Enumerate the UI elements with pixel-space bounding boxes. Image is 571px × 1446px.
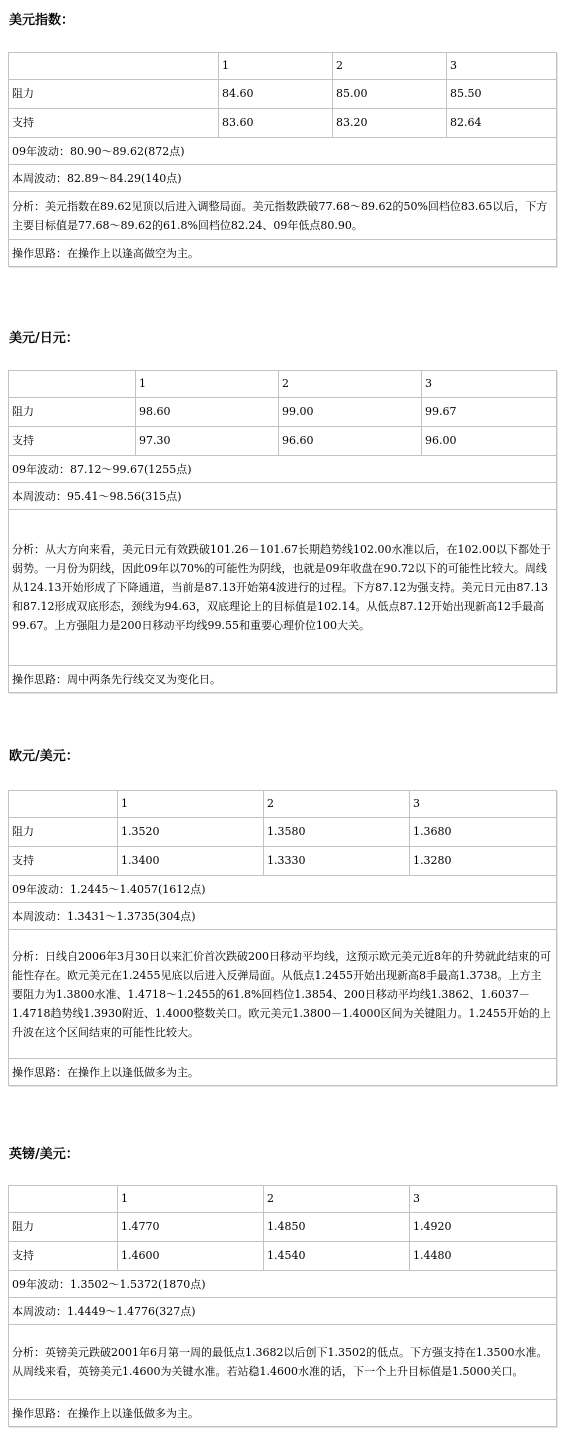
range-09: 09年波动：1.2445～1.4057(1612点): [9, 876, 557, 903]
header-cell-2: 2: [264, 1186, 410, 1213]
support-3: 96.00: [422, 427, 557, 456]
analysis-text: 分析：日线自2006年3月30日以来汇价首次跌破200日移动平均线，这预示欧元美元近8年的升势就此结束的可能性存在。欧元美元在1.2455见底以后进入反弹局面。从低点1.2455开始出现新高8手最高1.3738。上方主要阻力为1.3800水准、1.4718～1.2455的61.8%回档位1.3854、200日移动平均线1.3862、1.6037－1.4718趋势线1.3930附近、1.4000整数关口。欧元美元1.3800－1.4000区间为关键阻力。1.2455开始的上升波在这个区间结束的可能性比较大。: [9, 930, 557, 1059]
resistance-2: 99.00: [279, 398, 422, 427]
support-2: 1.4540: [264, 1242, 410, 1271]
resistance-1: 98.60: [136, 398, 279, 427]
row-label-resistance: 阻力: [9, 80, 219, 109]
header-cell-empty: [9, 1186, 118, 1213]
header-cell-3: 3: [410, 1186, 557, 1213]
quote-table: [8, 1185, 557, 1427]
strategy-text: 操作思路：周中两条先行线交叉为变化日。: [9, 666, 557, 693]
quote-table: [8, 790, 557, 1086]
header-cell-empty: [9, 371, 136, 398]
resistance-2: 1.3580: [264, 818, 410, 847]
header-cell-3: 3: [410, 791, 557, 818]
section-title: 美元/日元：: [9, 331, 79, 346]
weekly-range: 本周波动：1.4449～1.4776(327点): [9, 1298, 557, 1325]
resistance-1: 84.60: [219, 80, 333, 109]
support-3: 1.4480: [410, 1242, 557, 1271]
analysis-text: 分析：从大方向来看，美元日元有效跌破101.26－101.67长期趋势线102.00水准以后，在102.00以下都处于弱势。一月份为阴线，因此09年以70%的可能性为阴线，也就是09年收盘在90.72以下的可能性比较大。周线从124.13开始形成了下降通道，当前是87.13开始第4波进行的过程。下方87.12为强支持。美元日元由87.13和87.12形成双底形态，颈线为94.63，双底理论上的目标值是102.14。从低点87.12开始出现新高12手最高99.67。上方强阻力是200日移动平均线99.55和重要心理价位100大关。: [9, 510, 557, 666]
row-label-resistance: 阻力: [9, 818, 118, 847]
row-label-resistance: 阻力: [9, 398, 136, 427]
support-1: 1.3400: [118, 847, 264, 876]
support-3: 82.64: [447, 109, 557, 138]
support-3: 1.3280: [410, 847, 557, 876]
range-09: 09年波动：1.3502～1.5372(1870点): [9, 1271, 557, 1298]
header-cell-3: 3: [422, 371, 557, 398]
header-cell-3: 3: [447, 53, 557, 80]
header-cell-empty: [9, 791, 118, 818]
row-label-support: 支持: [9, 847, 118, 876]
resistance-1: 1.3520: [118, 818, 264, 847]
header-cell-empty: [9, 53, 219, 80]
resistance-3: 99.67: [422, 398, 557, 427]
support-2: 1.3330: [264, 847, 410, 876]
resistance-1: 1.4770: [118, 1213, 264, 1242]
header-cell-1: 1: [219, 53, 333, 80]
support-2: 83.20: [333, 109, 447, 138]
weekly-range: 本周波动：95.41～98.56(315点): [9, 483, 557, 510]
header-cell-2: 2: [333, 53, 447, 80]
range-09: 09年波动：80.90～89.62(872点): [9, 138, 557, 165]
resistance-3: 1.4920: [410, 1213, 557, 1242]
analysis-text: 分析：英镑美元跌破2001年6月第一周的最低点1.3682以后创下1.3502的低点。下方强支持在1.3500水准。从周线来看，英镑美元1.4600为关键水准。若站稳1.4600水准的话，下一个上升目标值是1.5000关口。: [9, 1325, 557, 1400]
strategy-text: 操作思路：在操作上以逢低做多为主。: [9, 1059, 557, 1086]
strategy-text: 操作思路：在操作上以逢低做多为主。: [9, 1400, 557, 1427]
range-09: 09年波动：87.12～99.67(1255点): [9, 456, 557, 483]
support-1: 97.30: [136, 427, 279, 456]
header-cell-2: 2: [264, 791, 410, 818]
resistance-3: 85.50: [447, 80, 557, 109]
quote-table: [8, 370, 557, 693]
weekly-range: 本周波动：82.89～84.29(140点): [9, 165, 557, 192]
support-1: 1.4600: [118, 1242, 264, 1271]
row-label-support: 支持: [9, 427, 136, 456]
strategy-text: 操作思路：在操作上以逢高做空为主。: [9, 240, 557, 267]
quote-table: [8, 52, 557, 267]
header-cell-1: 1: [136, 371, 279, 398]
section-title: 英镑/美元：: [9, 1147, 79, 1162]
analysis-text: 分析：美元指数在89.62见顶以后进入调整局面。美元指数跌破77.68～89.62的50%回档位83.65以后，下方主要目标值是77.68～89.62的61.8%回档位82.24、09年低点80.90。: [9, 192, 557, 240]
support-1: 83.60: [219, 109, 333, 138]
section-title: 欧元/美元：: [9, 749, 79, 764]
resistance-2: 85.00: [333, 80, 447, 109]
weekly-range: 本周波动：1.3431～1.3735(304点): [9, 903, 557, 930]
row-label-resistance: 阻力: [9, 1213, 118, 1242]
resistance-3: 1.3680: [410, 818, 557, 847]
header-cell-1: 1: [118, 1186, 264, 1213]
header-cell-2: 2: [279, 371, 422, 398]
row-label-support: 支持: [9, 109, 219, 138]
support-2: 96.60: [279, 427, 422, 456]
resistance-2: 1.4850: [264, 1213, 410, 1242]
header-cell-1: 1: [118, 791, 264, 818]
row-label-support: 支持: [9, 1242, 118, 1271]
section-title: 美元指数：: [9, 13, 75, 28]
